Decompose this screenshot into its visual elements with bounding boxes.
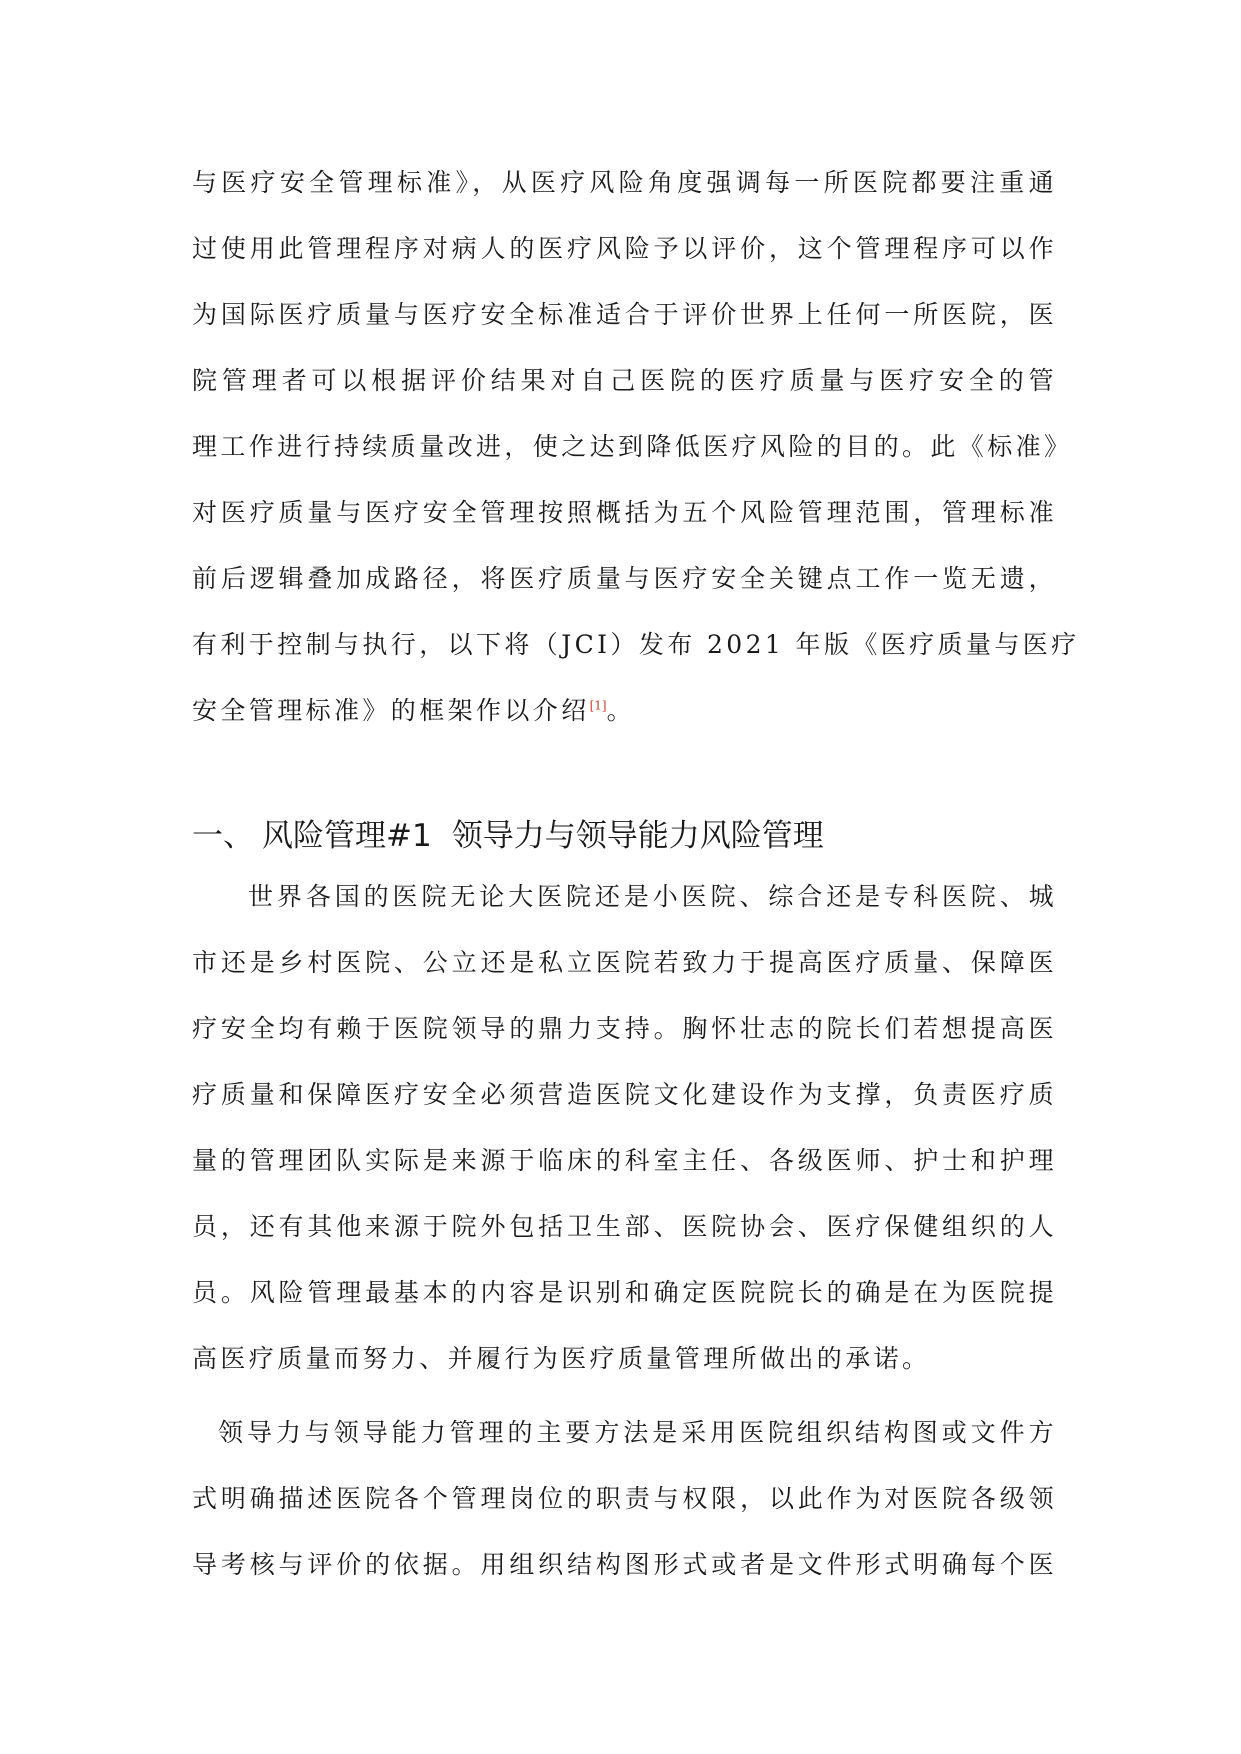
heading-number: 一、 [192, 818, 254, 854]
text-line: 高医疗质量而努力、并履行为医疗质量管理所做出的承诺。 [192, 1344, 931, 1373]
text-line: 前后逻辑叠加成路径，将医疗质量与医疗安全关键点工作一览无遗， [192, 564, 1057, 593]
text-line-last [192, 678, 1057, 744]
paragraph-1 [192, 864, 1057, 1392]
text-line: 院管理者可以根据评价结果对自己医院的医疗质量与医疗安全的管 [192, 366, 1057, 395]
text-line: 世界各国的医院无论大医院还是小医院、综合还是专科医院、城 [248, 882, 1057, 911]
text-line: 疗安全均有赖于医院领导的鼎力支持。胸怀壮志的院长们若想提高医 [192, 1014, 1057, 1043]
heading-code: 风险管理#1 [262, 818, 432, 854]
text-line: 领导力与领导能力管理的主要方法是采用医院组织结构图或文件方 [218, 1418, 1057, 1447]
text-line: 市还是乡村医院、公立还是私立医院若致力于提高医疗质量、保障医 [192, 948, 1057, 977]
intro-paragraph [192, 150, 1080, 744]
text-line: 理工作进行持续质量改进，使之达到降低医疗风险的目的。此《标准》 [192, 432, 1073, 461]
text-line: 导考核与评价的依据。用组织结构图形式或者是文件形式明确每个医 [192, 1550, 1057, 1579]
text-line: 为国际医疗质量与医疗安全标准适合于评价世界上任何一所医院，医 [192, 300, 1057, 329]
text-segment: 安全管理标准》的框架作以介绍 [192, 696, 590, 725]
text-line: 有利于控制与执行，以下将（JCI）发布 2021 年版《医疗质量与医疗 [192, 630, 1080, 659]
text-line: 式明确描述医院各个管理岗位的职责与权限，以此作为对医院各级领 [192, 1484, 1057, 1513]
text-line: 量的管理团队实际是来源于临床的科室主任、各级医师、护士和护理 [192, 1146, 1057, 1175]
text-line: 过使用此管理程序对病人的医疗风险予以评价，这个管理程序可以作 [192, 234, 1057, 263]
text-line: 对医疗质量与医疗安全管理按照概括为五个风险管理范围，管理标准 [192, 498, 1057, 527]
citation-link[interactable]: [1] [589, 698, 607, 713]
text-segment: 。 [606, 696, 636, 725]
text-line: 疗质量和保障医疗安全必须营造医院文化建设作为支撑，负责医疗质 [192, 1080, 1057, 1109]
text-line: 员，还有其他来源于院外包括卫生部、医院协会、医疗保健组织的人 [192, 1212, 1057, 1241]
text-line: 员。风险管理最基本的内容是识别和确定医院院长的确是在为医院提 [192, 1278, 1057, 1307]
section-heading [192, 808, 1057, 864]
heading-title: 领导力与领导能力风险管理 [451, 818, 824, 854]
paragraph-2 [192, 1400, 1057, 1598]
text-line: 与医疗安全管理标准》，从医疗风险角度强调每一所医院都要注重通 [192, 168, 1057, 197]
